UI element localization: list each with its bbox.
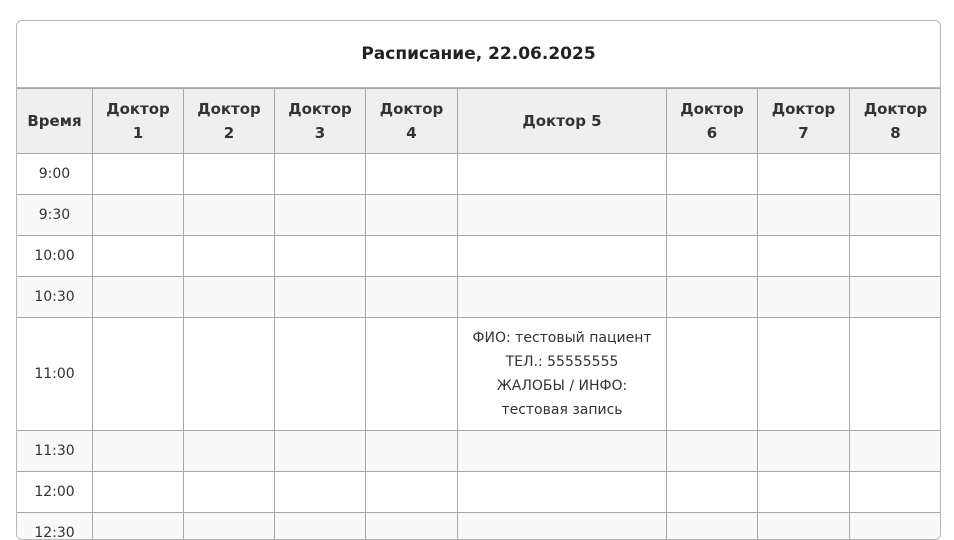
slot-cell[interactable]	[758, 154, 850, 195]
column-header-doctor-3	[275, 89, 366, 154]
slot-cell[interactable]	[184, 154, 275, 195]
slot-cell[interactable]	[275, 513, 366, 540]
doctor-header-label: Доктор 3	[288, 97, 352, 145]
slot-cell[interactable]	[366, 513, 458, 540]
slot-cell[interactable]	[850, 513, 942, 540]
slot-cell[interactable]	[275, 154, 366, 195]
slot-cell[interactable]	[458, 195, 667, 236]
time-cell: 11:00	[17, 318, 93, 431]
slot-cell[interactable]	[667, 472, 758, 513]
slot-cell[interactable]	[458, 236, 667, 277]
slot-cell[interactable]	[366, 277, 458, 318]
slot-cell[interactable]	[850, 318, 942, 431]
slot-cell[interactable]	[758, 277, 850, 318]
slot-cell[interactable]	[458, 513, 667, 540]
table-row	[17, 318, 942, 431]
slot-cell[interactable]	[275, 431, 366, 472]
slot-cell[interactable]	[850, 277, 942, 318]
slot-cell[interactable]	[458, 431, 667, 472]
slot-cell[interactable]	[758, 472, 850, 513]
slot-cell[interactable]	[184, 236, 275, 277]
slot-cell[interactable]	[275, 318, 366, 431]
table-row	[17, 195, 942, 236]
slot-cell[interactable]	[366, 318, 458, 431]
slot-cell[interactable]	[758, 513, 850, 540]
slot-cell[interactable]	[93, 472, 184, 513]
table-row	[17, 236, 942, 277]
doctor-header-label: Доктор 6	[680, 97, 744, 145]
schedule-panel	[16, 20, 941, 540]
table-row	[17, 154, 942, 195]
column-header-doctor-8	[850, 89, 942, 154]
slot-cell[interactable]	[93, 154, 184, 195]
column-header-doctor-4	[366, 89, 458, 154]
slot-cell[interactable]	[366, 195, 458, 236]
page-title: Расписание, 22.06.2025	[17, 21, 940, 88]
slot-cell[interactable]	[667, 431, 758, 472]
slot-cell[interactable]	[758, 195, 850, 236]
doctor-header-label: Доктор 7	[772, 97, 836, 145]
slot-cell[interactable]	[93, 195, 184, 236]
appointment-phone: ТЕЛ.: 55555555	[458, 350, 666, 374]
appointment-cell[interactable]	[458, 318, 667, 431]
slot-cell[interactable]	[667, 277, 758, 318]
column-header-doctor-2	[184, 89, 275, 154]
slot-cell[interactable]	[93, 277, 184, 318]
slot-cell[interactable]	[366, 431, 458, 472]
slot-cell[interactable]	[184, 318, 275, 431]
slot-cell[interactable]	[667, 513, 758, 540]
column-header-doctor-5	[458, 89, 667, 154]
slot-cell[interactable]	[667, 154, 758, 195]
doctor-header-label: Доктор 1	[106, 97, 170, 145]
appointment-complaints: тестовая запись	[458, 398, 666, 422]
slot-cell[interactable]	[850, 154, 942, 195]
slot-cell[interactable]	[667, 195, 758, 236]
slot-cell[interactable]	[184, 472, 275, 513]
slot-cell[interactable]	[275, 277, 366, 318]
column-header-doctor-1	[93, 89, 184, 154]
column-header-doctor-7	[758, 89, 850, 154]
doctor-header-label: Доктор 2	[197, 97, 261, 145]
slot-cell[interactable]	[275, 472, 366, 513]
time-cell: 11:30	[17, 431, 93, 472]
slot-cell[interactable]	[366, 472, 458, 513]
slot-cell[interactable]	[184, 277, 275, 318]
slot-cell[interactable]	[93, 513, 184, 540]
slot-cell[interactable]	[366, 236, 458, 277]
time-cell: 12:30	[17, 513, 93, 540]
slot-cell[interactable]	[93, 318, 184, 431]
time-cell: 9:00	[17, 154, 93, 195]
slot-cell[interactable]	[458, 154, 667, 195]
slot-cell[interactable]	[93, 431, 184, 472]
time-cell: 10:30	[17, 277, 93, 318]
doctor-header-label: Доктор 8	[864, 97, 928, 145]
table-row	[17, 431, 942, 472]
appointment-complaints-label: ЖАЛОБЫ / ИНФО:	[458, 374, 666, 398]
time-cell: 9:30	[17, 195, 93, 236]
slot-cell[interactable]	[667, 318, 758, 431]
column-header-doctor-6	[667, 89, 758, 154]
slot-cell[interactable]	[184, 513, 275, 540]
header-row	[17, 89, 942, 154]
slot-cell[interactable]	[758, 431, 850, 472]
slot-cell[interactable]	[275, 236, 366, 277]
slot-cell[interactable]	[758, 318, 850, 431]
slot-cell[interactable]	[184, 431, 275, 472]
slot-cell[interactable]	[366, 154, 458, 195]
slot-cell[interactable]	[184, 195, 275, 236]
slot-cell[interactable]	[850, 195, 942, 236]
slot-cell[interactable]	[850, 236, 942, 277]
slot-cell[interactable]	[758, 236, 850, 277]
table-row	[17, 277, 942, 318]
appointment-patient-name: ФИО: тестовый пациент	[458, 326, 666, 350]
slot-cell[interactable]	[458, 472, 667, 513]
schedule-table	[16, 88, 941, 540]
slot-cell[interactable]	[850, 472, 942, 513]
appointment-card[interactable]	[458, 326, 666, 422]
doctor-header-label: Доктор 4	[380, 97, 444, 145]
slot-cell[interactable]	[93, 236, 184, 277]
doctor-header-label: Доктор 5	[522, 112, 601, 130]
table-row	[17, 513, 942, 540]
slot-cell[interactable]	[458, 277, 667, 318]
slot-cell[interactable]	[667, 236, 758, 277]
table-row	[17, 472, 942, 513]
column-header-time: Время	[17, 89, 93, 154]
time-cell: 12:00	[17, 472, 93, 513]
slot-cell[interactable]	[850, 431, 942, 472]
time-cell: 10:00	[17, 236, 93, 277]
slot-cell[interactable]	[275, 195, 366, 236]
